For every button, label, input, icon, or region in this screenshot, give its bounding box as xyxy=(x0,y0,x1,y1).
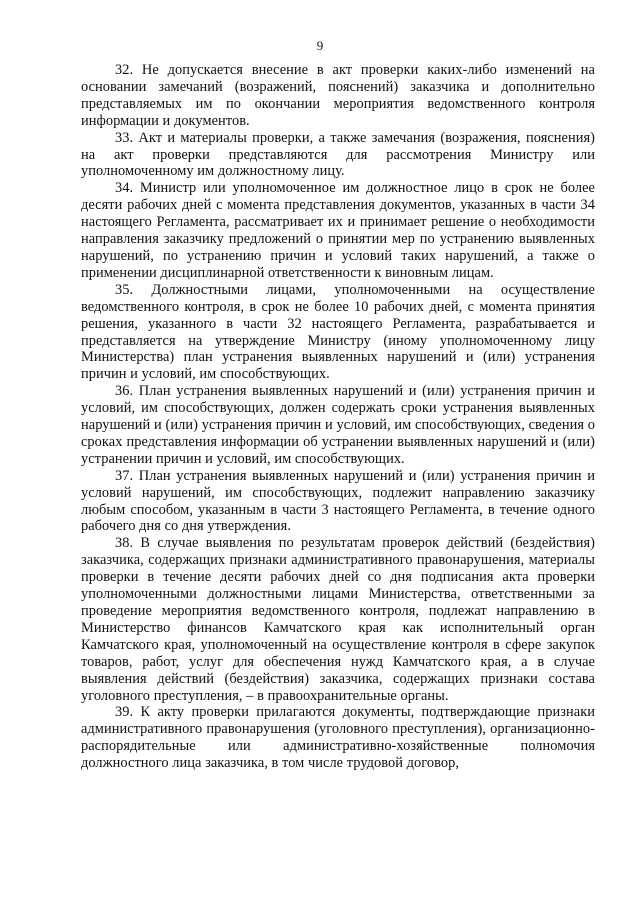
paragraph-33: 33. Акт и материалы проверки, а также замечания (возражения, пояснения) на акт проверки представляются для рассмотрения Министру или уполномоченному им должностному лицу. xyxy=(81,129,595,180)
paragraph-38: 38. В случае выявления по результатам проверок действий (бездействия) заказчика, содержащих признаки административного правонарушения, материалы проверки в течение десяти рабочих дней со дня подписания акта проверки уполномоченными должностными лицами Министерства, ответственными за проведение мероприятия ведомственного контроля, подлежат направлению в Министерство финансов Камчатского края как исполнительный орган Камчатского края, уполномоченный на осуществление контроля в сфере закупок товаров, работ, услуг для обеспечения нужд Камчатского края, а в случае выявления действий (бездействия) заказчика, содержащих признаки состава уголовного преступления, – в правоохранительные органы. xyxy=(81,535,595,704)
paragraph-36: 36. План устранения выявленных нарушений и (или) устранения причин и условий, им способствующих, должен содержать сроки устранения выявленных нарушений и (или) устранения причин и условий, им способствующих, сведения о сроках представления информации об устранении выявленных нарушений и (или) устранении причин и условий, им способствующих. xyxy=(81,383,595,467)
paragraph-39: 39. К акту проверки прилагаются документы, подтверждающие признаки административного правонарушения (уголовного преступления), организационно-распорядительные или административно-хозяйственные полномочия должностного лица заказчика, в том числе трудовой договор, xyxy=(81,704,595,772)
page-number: 9 xyxy=(316,38,324,53)
paragraph-34: 34. Министр или уполномоченное им должностное лицо в срок не более десяти рабочих дней с момента представления документов, указанных в части 34 настоящего Регламента, рассматривает их и принимает решение о необходимости направления заказчику предложений о принятии мер по устранению выявленных нарушений, по устранению причин и условий таких нарушений, а также о применении дисциплинарной ответственности к виновным лицам. xyxy=(81,180,595,281)
paragraph-32: 32. Не допускается внесение в акт проверки каких-либо изменений на основании замечаний (возражений, пояснений) заказчика и дополнительно представляемых им по окончании мероприятия ведомственного контроля информации и документов. xyxy=(81,62,595,129)
paragraph-35: 35. Должностными лицами, уполномоченными на осуществление ведомственного контроля, в срок не более 10 рабочих дней, с момента принятия решения, указанного в части 32 настоящего Регламента, разрабатывается и представляется на утверждение Министру (иному уполномоченному лицу Министерства) план устранения выявленных нарушений и (или) устранения причин и условий, им способствующих. xyxy=(81,281,595,383)
paragraph-37: 37. План устранения выявленных нарушений и (или) устранения причин и условий нарушений, им способствующих, подлежит направлению заказчику любым способом, указанным в части 3 настоящего Регламента, в течение одного рабочего дня со дня утверждения. xyxy=(81,467,595,535)
document-body xyxy=(81,62,595,772)
